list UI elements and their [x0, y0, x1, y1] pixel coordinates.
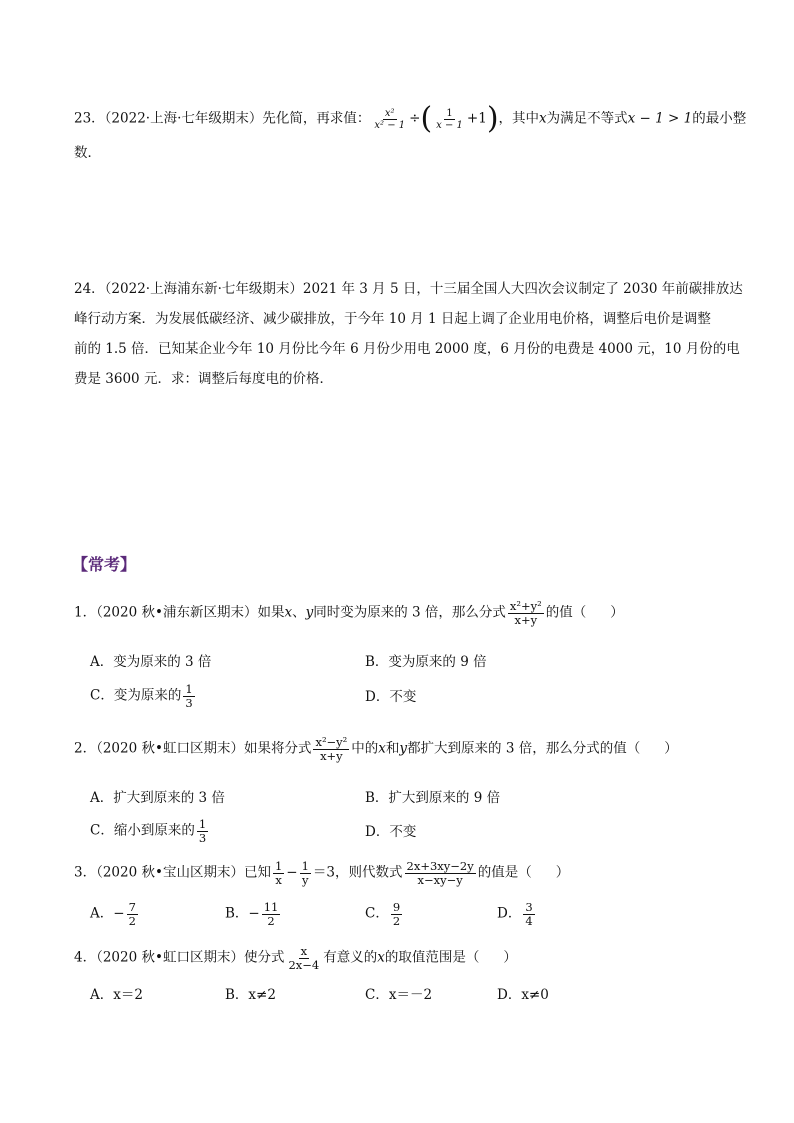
q23-left-paren: ( — [420, 101, 433, 136]
q23-suffix-3: 的最小整 — [692, 110, 747, 127]
q23-inner-fraction: $\frac{1}{x - 1}$ — [436, 107, 463, 131]
q23-plus-one: +1 — [466, 110, 487, 127]
question-3-stem: 3．（2020 秋•宝山区期末）已知 $\frac{1}{x}$ − $\frac{1}{y}$ ＝3，则代数式 $\frac{2x+3xy-2y}{x-xy-y}$ 的值是（ ） — [74, 859, 570, 887]
question-23-line-2: 数． — [74, 145, 101, 161]
q2-option-c: C．缩小到原来的 $\frac{1}{3}$ — [90, 817, 207, 845]
q23-divide-sign: ÷ — [409, 110, 421, 127]
q4-fraction: $\frac{x}{2x-4}$ — [288, 944, 320, 972]
q1-option-b: B．变为原来的 9 倍 — [365, 654, 487, 670]
q3-expression-fraction: $\frac{2x+3xy-2y}{x-xy-y}$ — [406, 859, 474, 887]
question-24-line-3: 前的 1.5 倍．已知某企业今年 10 月份比今年 6 月份少用电 2000 度，6 月份的电费是 4000 元，10 月份的电 — [74, 341, 740, 357]
q23-suffix-2: 为满足不等式 — [546, 110, 628, 127]
q1-fraction: $\frac{\text{x²+y²}}{x+y}$ — [509, 599, 542, 627]
question-4-stem: 4．（2020 秋•虹口区期末）使分式 $\frac{x}{2x-4}$ 有意义的x的取值范围是（ ） — [74, 944, 517, 972]
q3-option-d: D． $\frac{3}{4}$ — [497, 900, 533, 928]
question-2-stem: 2．（2020 秋•虹口区期末）如果将分式 $\frac{\text{x²−y²}}{x+y}$ 中的x和y都扩大到原来的 3 倍，那么分式的值（ ） — [74, 735, 678, 763]
q2-option-b: B．扩大到原来的 9 倍 — [365, 790, 501, 806]
q23-prefix: 23．（2022·上海·七年级期末）先化简，再求值： — [74, 110, 371, 127]
question-24-line-2: 峰行动方案．为发展低碳经济、减少碳排放，于今年 10 月 1 日起上调了企业用电价格，调整后电价是调整 — [74, 311, 711, 327]
q2-fraction: $\frac{\text{x²−y²}}{x+y}$ — [315, 735, 348, 763]
q3-option-b: B．− $\frac{11}{2}$ — [225, 900, 279, 928]
question-24-line-4: 费是 3600 元．求：调整后每度电的价格． — [74, 371, 333, 387]
q3-option-a: A．− $\frac{7}{2}$ — [90, 900, 136, 928]
question-24-line-1: 24．（2022·上海浦东新·七年级期末）2021 年 3 月 5 日，十三届全国人大四次会议制定了 2030 年前碳排放达 — [74, 281, 743, 297]
q23-suffix: ，其中 — [498, 110, 540, 127]
question-1-stem: 1．（2020 秋•浦东新区期末）如果x、y同时变为原来的 3 倍，那么分式 $\frac{\text{x²+y²}}{x+y}$ 的值（ ） — [74, 599, 624, 627]
q1-option-d: D．不变 — [365, 689, 417, 705]
q23-right-paren: ) — [486, 101, 499, 136]
q1-option-a: A．变为原来的 3 倍 — [90, 654, 212, 670]
q23-variable: x — [539, 110, 547, 127]
q3-option-c: C． $\frac{9}{2}$ — [365, 900, 401, 928]
q4-option-d: D．x≠0 — [497, 987, 549, 1003]
q4-option-c: C．x＝－2 — [365, 987, 433, 1003]
section-heading: 【常考】 — [72, 555, 137, 574]
q4-option-b: B．x≠2 — [225, 987, 276, 1003]
question-23-line-1 — [74, 101, 747, 136]
q23-fraction-1: $\frac{\text{x²}}{\text{x² − 1}}$ — [374, 107, 406, 131]
q2-option-a: A．扩大到原来的 3 倍 — [90, 790, 225, 806]
q2-option-d: D．不变 — [365, 824, 417, 840]
q4-option-a: A．x＝2 — [90, 987, 143, 1003]
q23-inequality: x − 1 > 1 — [627, 110, 693, 127]
q1-option-c: C．变为原来的 $\frac{1}{3}$ — [90, 682, 193, 710]
